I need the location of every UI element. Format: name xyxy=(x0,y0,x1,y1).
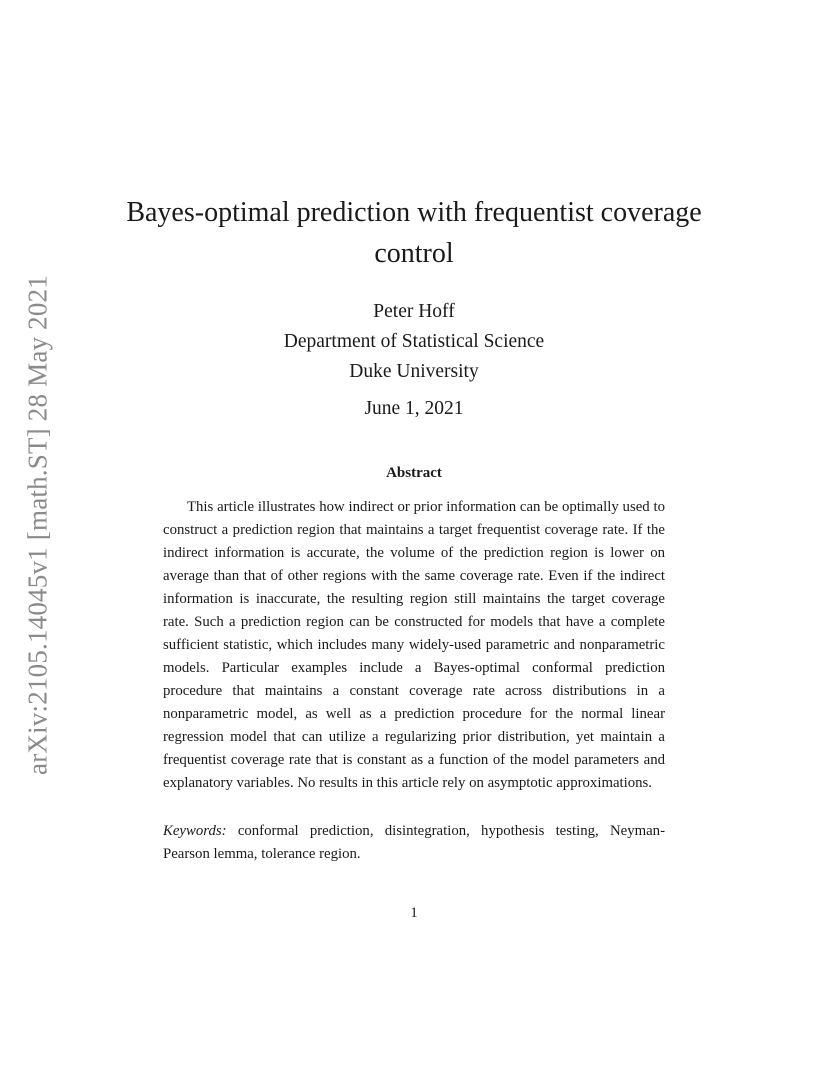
abstract-heading: Abstract xyxy=(386,465,442,481)
page-number: 1 xyxy=(410,905,418,921)
abstract-body: This article illustrates how indirect or prior information can be optimally used to construct a prediction region that maintains a target frequentist coverage rate. If the indirect information is accurate, the volume of the prediction region is lower on average than that of other regions with the same coverage rate. Even if the indirect information is inaccurate, the resulting region still maintains the target coverage rate. Such a prediction region can be constructed for models that have a complete sufficient statistic, which includes many widely-used parametric and nonparametric models. Particular examples include a Bayes-optimal conformal prediction procedure that maintains a constant coverage rate across distributions in a nonparametric model, as well as a prediction procedure for the normal linear regression model that can utilize a regularizing prior distribution, yet maintain a frequentist coverage rate that is constant as a function of the model parameters and explanatory variables. No results in this article rely on asymptotic approximations. xyxy=(163,499,665,791)
paper-date: June 1, 2021 xyxy=(364,398,464,419)
author-name: Peter Hoff xyxy=(373,301,455,322)
paper-title: Bayes-optimal prediction with frequentist coverage control xyxy=(126,197,702,269)
keywords xyxy=(163,820,665,866)
keywords-text: conformal prediction, disintegration, hypothesis testing, Neyman-Pearson lemma, tolerance region. xyxy=(163,823,665,862)
arxiv-identifier: arXiv:2105.14045v1 [math.ST] 28 May 2021 xyxy=(22,275,53,775)
keywords-label: Keywords: xyxy=(163,823,227,839)
author-block xyxy=(150,297,678,387)
author-institution: Duke University xyxy=(349,361,479,382)
author-department: Department of Statistical Science xyxy=(283,331,545,352)
